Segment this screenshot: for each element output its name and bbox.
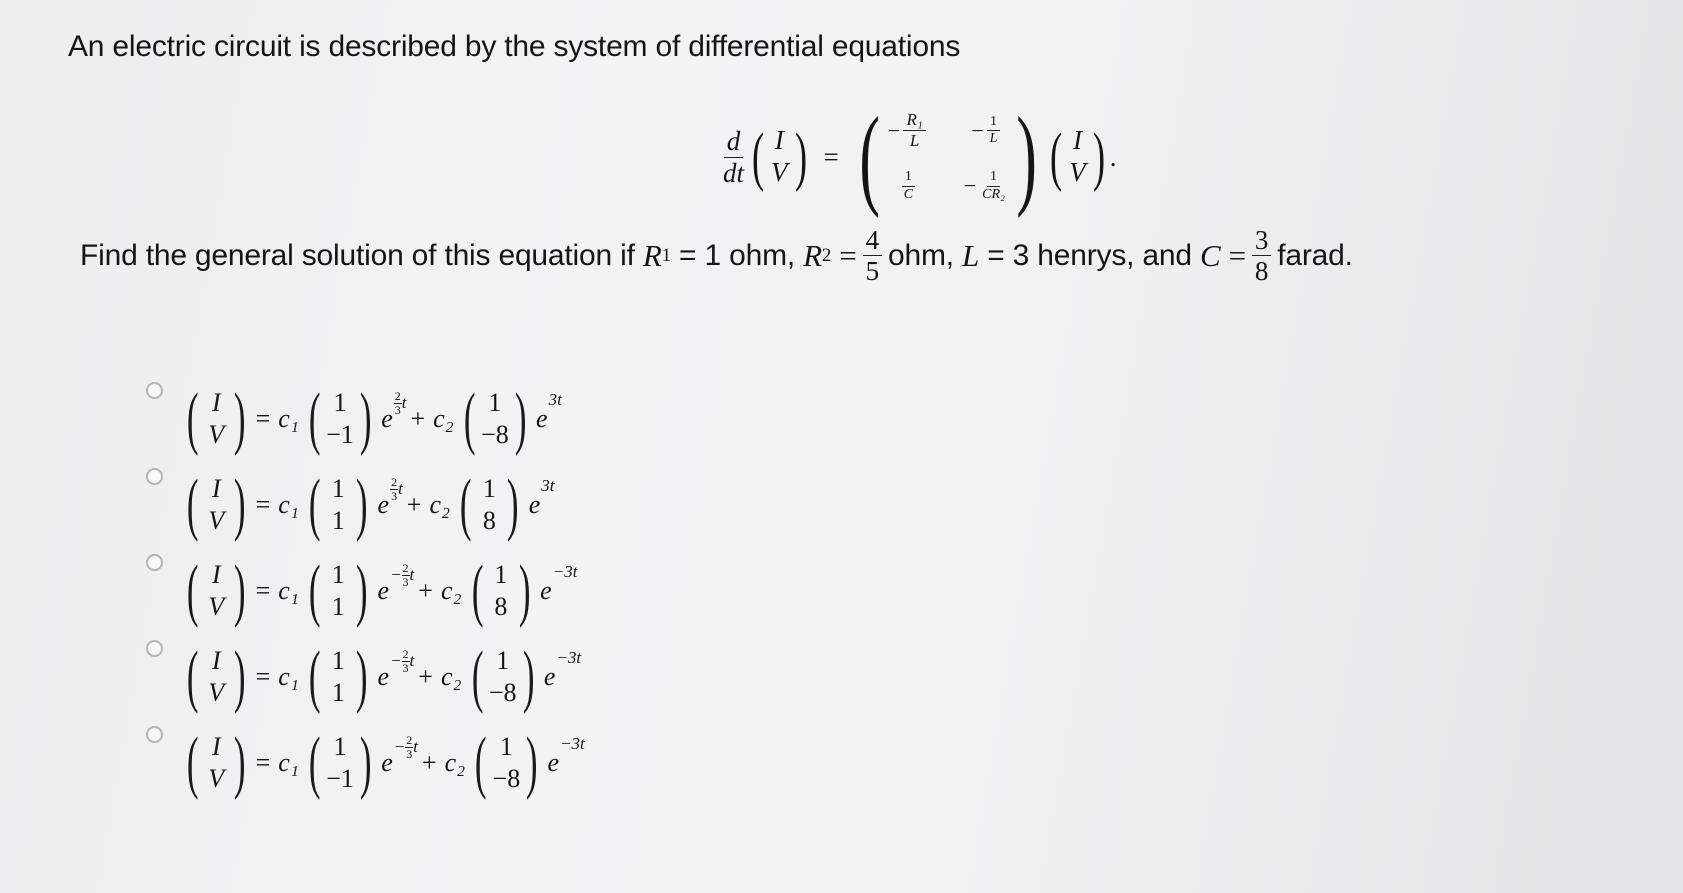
c1: c₁ bbox=[278, 662, 299, 691]
e1-num: 2 bbox=[402, 561, 409, 575]
v1-left-paren: ( bbox=[308, 724, 321, 801]
a11-den: L bbox=[909, 131, 920, 151]
v1-right-paren: ) bbox=[359, 724, 372, 801]
v1-right-paren: ) bbox=[356, 552, 368, 629]
c-num: 3 bbox=[1252, 226, 1271, 256]
e1-power bbox=[390, 476, 403, 502]
state-i: I bbox=[774, 125, 784, 156]
v2-bottom: −8 bbox=[492, 764, 521, 793]
v1-right-paren: ) bbox=[356, 466, 368, 543]
exponential-2 bbox=[540, 562, 578, 606]
lhs-v: V bbox=[208, 678, 225, 707]
radio-button-3[interactable] bbox=[146, 554, 163, 571]
lhs-right-paren: ) bbox=[234, 552, 246, 629]
e2-base: e bbox=[540, 576, 552, 605]
state-v-rhs: V bbox=[1069, 157, 1086, 187]
v2-right-paren: ) bbox=[514, 380, 527, 457]
v2-left-paren: ( bbox=[471, 638, 484, 715]
lhs-right-paren: ) bbox=[234, 466, 246, 543]
lhs-left-paren: ( bbox=[186, 466, 199, 543]
e2-base: e bbox=[528, 490, 541, 519]
e2-base: e bbox=[543, 662, 556, 691]
v1-top: 1 bbox=[333, 732, 347, 762]
e1-t: t bbox=[409, 651, 415, 671]
v2-right-paren: ) bbox=[518, 552, 531, 629]
lhs-left-paren: ( bbox=[186, 380, 199, 457]
e1-power bbox=[394, 734, 418, 760]
plus: + bbox=[418, 662, 433, 691]
lhs-vector bbox=[204, 731, 228, 794]
v1-left-paren: ( bbox=[308, 380, 321, 457]
c-symbol: C bbox=[1200, 237, 1221, 273]
r1-value: = 1 ohm, bbox=[679, 238, 796, 272]
a12-den: L bbox=[989, 131, 998, 147]
e1-base: e bbox=[377, 576, 390, 605]
exponential-2 bbox=[536, 390, 562, 434]
e1-base: e bbox=[377, 662, 390, 691]
plus: + bbox=[410, 404, 426, 433]
e1-power bbox=[390, 648, 414, 674]
equals: = bbox=[255, 662, 271, 691]
v2-right-paren: ) bbox=[522, 638, 535, 715]
e2-base: e bbox=[536, 404, 548, 433]
derivative-operator bbox=[720, 127, 747, 187]
e1-t: t bbox=[398, 479, 403, 499]
c1: c₁ bbox=[278, 490, 299, 519]
v2-left-paren: ( bbox=[459, 466, 472, 543]
equals: = bbox=[255, 748, 271, 777]
e2-base: e bbox=[547, 748, 560, 777]
a21-den: C bbox=[903, 186, 914, 202]
lhs-v: V bbox=[208, 592, 225, 621]
v2-right-paren: ) bbox=[526, 724, 538, 801]
v2-top: 1 bbox=[488, 388, 502, 418]
v2-left-paren: ( bbox=[475, 724, 487, 801]
lhs-vector bbox=[204, 645, 228, 708]
v1-bottom: −1 bbox=[326, 764, 354, 793]
answer-options bbox=[146, 376, 585, 806]
system-period: . bbox=[1109, 141, 1117, 172]
e1-t: t bbox=[409, 565, 415, 585]
option-3[interactable] bbox=[146, 548, 585, 634]
derivative-dt: dt bbox=[723, 157, 745, 188]
vector-1 bbox=[326, 559, 350, 622]
v1-top: 1 bbox=[331, 646, 345, 676]
vector-2 bbox=[481, 387, 509, 450]
e2-power: 3t bbox=[541, 476, 555, 495]
exponential-2 bbox=[528, 476, 555, 520]
lhs-v: V bbox=[208, 764, 225, 793]
v1-bottom: 1 bbox=[331, 678, 345, 707]
lhs-vector bbox=[204, 387, 228, 450]
exponential-1 bbox=[377, 647, 415, 692]
e1-den: 3 bbox=[406, 746, 413, 761]
right-paren: ) bbox=[794, 120, 807, 193]
lhs-i: I bbox=[211, 732, 221, 762]
c1: c₁ bbox=[278, 748, 299, 777]
r2-fraction bbox=[863, 226, 882, 286]
vector-2 bbox=[489, 645, 517, 708]
e2-power: −3t bbox=[556, 648, 582, 667]
radio-button-1[interactable] bbox=[146, 382, 163, 399]
matrix-a11 bbox=[888, 111, 926, 150]
e1-power bbox=[390, 562, 414, 588]
lhs-i: I bbox=[211, 474, 221, 504]
coefficient-matrix bbox=[888, 111, 1008, 202]
vector-1 bbox=[326, 473, 350, 536]
vector-1 bbox=[326, 731, 354, 794]
radio-button-5[interactable] bbox=[146, 726, 163, 743]
option-1[interactable] bbox=[146, 376, 585, 462]
matrix-right-paren: ) bbox=[1016, 95, 1037, 219]
l-symbol: L bbox=[962, 237, 980, 273]
radio-button-4[interactable] bbox=[146, 640, 163, 657]
lhs-i: I bbox=[211, 388, 221, 418]
matrix-left-paren: ( bbox=[859, 95, 880, 219]
c-unit: farad. bbox=[1277, 238, 1353, 272]
lhs-right-paren: ) bbox=[234, 638, 246, 715]
lhs-v: V bbox=[208, 420, 225, 449]
radio-button-2[interactable] bbox=[146, 468, 163, 485]
v2-right-paren: ) bbox=[507, 466, 519, 543]
lhs-right-paren: ) bbox=[234, 380, 246, 457]
option-2[interactable] bbox=[146, 462, 585, 548]
e1-den: 3 bbox=[394, 402, 401, 417]
r2-den: 5 bbox=[865, 256, 879, 287]
e2-power: −3t bbox=[552, 562, 578, 581]
c2: c₂ bbox=[444, 748, 466, 777]
vector-2 bbox=[477, 473, 501, 536]
option-5[interactable] bbox=[146, 720, 585, 806]
v1-left-paren: ( bbox=[308, 638, 321, 715]
v1-right-paren: ) bbox=[356, 638, 368, 715]
a11-sign: − bbox=[888, 117, 901, 143]
left-paren-2: ( bbox=[1050, 120, 1063, 193]
left-paren: ( bbox=[751, 120, 765, 193]
vector-2 bbox=[493, 731, 521, 794]
v2-top: 1 bbox=[494, 560, 508, 590]
equals: = bbox=[255, 490, 271, 519]
e1-power bbox=[394, 390, 407, 416]
e1-den: 3 bbox=[391, 488, 398, 503]
v2-bottom: −8 bbox=[481, 420, 509, 449]
lhs-left-paren: ( bbox=[186, 724, 199, 801]
plus: + bbox=[406, 490, 422, 519]
matrix-a22 bbox=[964, 170, 1008, 202]
a12-num: 1 bbox=[987, 115, 1000, 132]
a22-num: 1 bbox=[987, 170, 1000, 187]
e1-base: e bbox=[377, 490, 390, 519]
e1-num: 2 bbox=[394, 389, 401, 403]
a12-sign: − bbox=[971, 117, 984, 143]
v1-bottom: 1 bbox=[331, 592, 345, 621]
v1-top: 1 bbox=[331, 560, 345, 590]
c1: c₁ bbox=[278, 576, 299, 605]
c2: c₂ bbox=[429, 490, 451, 519]
right-paren-2: ) bbox=[1092, 120, 1105, 193]
vector-1 bbox=[326, 645, 350, 708]
state-vector bbox=[769, 125, 790, 189]
plus: + bbox=[418, 576, 433, 605]
v1-left-paren: ( bbox=[308, 552, 321, 629]
exponential-1 bbox=[377, 475, 403, 520]
state-v: V bbox=[771, 157, 788, 187]
derivative-d: d bbox=[724, 127, 744, 157]
lhs-v: V bbox=[208, 506, 225, 535]
question-lead: Find the general solution of this equation if bbox=[80, 238, 635, 272]
r1-subscript: 1 bbox=[661, 244, 671, 266]
e1-num: 2 bbox=[402, 647, 409, 661]
e1-t: t bbox=[401, 393, 407, 413]
v1-top: 1 bbox=[331, 474, 345, 504]
r2-num: 4 bbox=[863, 226, 882, 256]
a11-num: R₁ bbox=[903, 111, 925, 131]
v2-bottom: 8 bbox=[494, 592, 508, 621]
a22-den: CR₂ bbox=[982, 186, 1005, 202]
v1-bottom: −1 bbox=[326, 420, 354, 449]
e1-sign: − bbox=[390, 565, 402, 585]
e1-base: e bbox=[381, 404, 393, 433]
equals: = bbox=[255, 576, 271, 605]
e1-t: t bbox=[413, 737, 418, 757]
lhs-i: I bbox=[211, 560, 221, 590]
a21-num: 1 bbox=[902, 170, 915, 187]
c-den: 8 bbox=[1254, 256, 1269, 287]
c-equals: = bbox=[1228, 237, 1246, 273]
e2-power: 3t bbox=[548, 390, 562, 409]
e1-num: 2 bbox=[391, 475, 398, 489]
v2-top: 1 bbox=[499, 732, 513, 762]
lhs-vector bbox=[204, 559, 228, 622]
matrix-a21 bbox=[898, 170, 916, 202]
e1-den: 3 bbox=[402, 660, 409, 675]
r2-subscript: 2 bbox=[821, 244, 832, 266]
lhs-right-paren: ) bbox=[234, 724, 246, 801]
r2-unit: ohm, bbox=[887, 238, 954, 272]
lhs-left-paren: ( bbox=[186, 638, 199, 715]
exponential-2 bbox=[547, 734, 585, 778]
matrix-a12 bbox=[971, 115, 1000, 147]
lhs-left-paren: ( bbox=[186, 552, 199, 629]
r2-symbol: R bbox=[803, 237, 822, 273]
v2-top: 1 bbox=[496, 646, 510, 676]
intro-text: An electric circuit is described by the system of differential equations bbox=[68, 30, 961, 63]
equals: = bbox=[255, 404, 271, 433]
state-vector-rhs bbox=[1067, 125, 1088, 189]
e1-sign: − bbox=[390, 651, 402, 671]
v2-left-paren: ( bbox=[471, 552, 484, 629]
v1-top: 1 bbox=[333, 388, 347, 418]
question-text bbox=[80, 226, 1353, 286]
v1-right-paren: ) bbox=[359, 380, 372, 457]
a22-sign: − bbox=[963, 173, 977, 199]
exponential-2 bbox=[543, 648, 582, 692]
v2-top: 1 bbox=[482, 474, 496, 504]
r1-symbol: R bbox=[642, 237, 662, 273]
v1-left-paren: ( bbox=[308, 466, 321, 543]
equals-sign: = bbox=[823, 141, 839, 172]
exponential-1 bbox=[377, 561, 415, 606]
c-fraction bbox=[1252, 226, 1271, 286]
e1-base: e bbox=[381, 748, 393, 777]
lhs-i: I bbox=[211, 646, 221, 676]
option-4[interactable] bbox=[146, 634, 585, 720]
l-value: = 3 henrys, and bbox=[987, 238, 1192, 272]
differential-system bbox=[720, 92, 1116, 222]
e2-power: −3t bbox=[560, 734, 585, 753]
c2: c₂ bbox=[433, 404, 454, 433]
e1-num: 2 bbox=[406, 733, 413, 747]
vector-2 bbox=[489, 559, 513, 622]
plus: + bbox=[421, 748, 437, 777]
e1-den: 3 bbox=[402, 574, 409, 589]
exponential-1 bbox=[381, 733, 418, 778]
vector-1 bbox=[326, 387, 354, 450]
v1-bottom: 1 bbox=[331, 506, 345, 535]
r2-equals: = bbox=[839, 237, 857, 273]
exponential-1 bbox=[381, 389, 407, 434]
lhs-vector bbox=[204, 473, 228, 536]
v2-bottom: −8 bbox=[488, 678, 517, 707]
c1: c₁ bbox=[278, 404, 299, 433]
c2: c₂ bbox=[440, 662, 462, 691]
v2-bottom: 8 bbox=[482, 506, 496, 535]
c2: c₂ bbox=[440, 576, 462, 605]
e1-sign: − bbox=[393, 737, 406, 757]
v2-left-paren: ( bbox=[463, 380, 476, 457]
state-i-rhs: I bbox=[1072, 125, 1082, 156]
